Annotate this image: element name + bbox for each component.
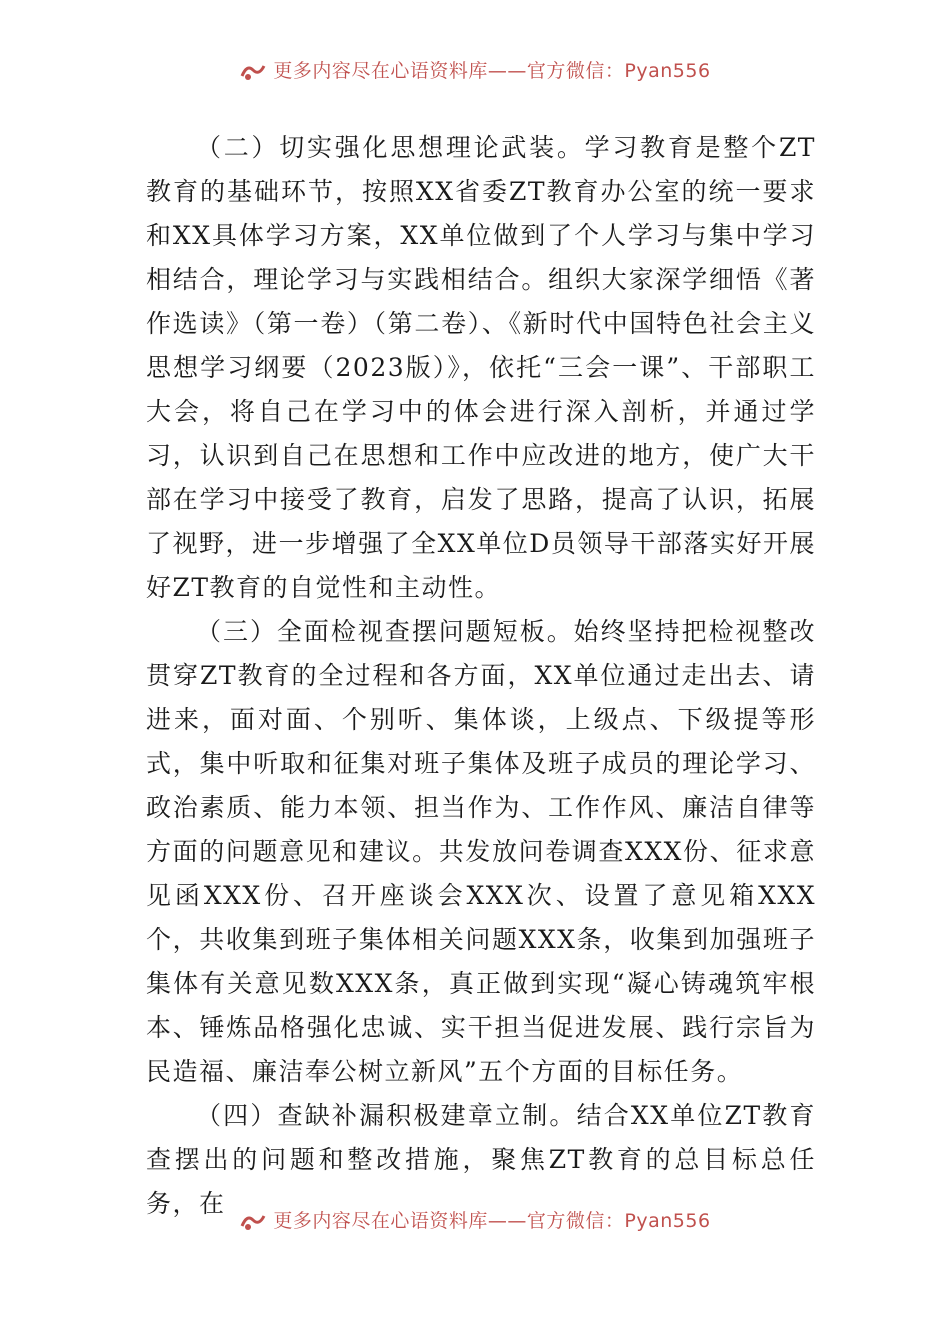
document-body [146,126,816,1226]
paragraph-3: （三）全面检视查摆问题短板。始终坚持把检视整改贯穿ZT教育的全过程和各方面，XX单位通过走出去、请进来，面对面、个别听、集体谈，上级点、下级提等形式，集中听取和征集对班子集体及班子成员的理论学习、政治素质、能力本领、担当作为、工作作风、廉洁自律等方面的问题意见和建议。共发放问卷调查XXX份、征求意见函XXX份、召开座谈会XXX次、设置了意见箱XXX个，共收集到班子集体相关问题XXX条，收集到加强班子集体有关意见数XXX条，真正做到实现“凝心铸魂筑牢根本、锤炼品格强化忠诚、实干担当促进发展、践行宗旨为民造福、廉洁奉公树立新风”五个方面的目标任务。 [146,617,816,1086]
paragraph-2: （二）切实强化思想理论武装。学习教育是整个ZT教育的基础环节，按照XX省委ZT教育办公室的统一要求和XX具体学习方案，XX单位做到了个人学习与集中学习相结合，理论学习与实践相结合。组织大家深学细悟《著作选读》（第一卷）（第二卷）、《新时代中国特色社会主义思想学习纲要（2023版）》，依托“三会一课”、干部职工大会，将自己在学习中的体会进行深入剖析，并通过学习，认识到自己在思想和工作中应改进的地方，使广大干部在学习中接受了教育，启发了思路，提高了认识，拓展了视野，进一步增强了全XX单位D员领导干部落实好开展好ZT教育的自觉性和主动性。 [146,133,816,602]
header-watermark-banner [0,58,950,84]
header-banner-text: 更多内容尽在心语资料库——官方微信：Pyan556 [273,60,711,82]
brand-logo-icon [239,1212,267,1232]
footer-banner-text: 更多内容尽在心语资料库——官方微信：Pyan556 [273,1210,711,1232]
footer-watermark-banner [0,1208,950,1234]
paragraph-4: （四）查缺补漏积极建章立制。结合XX单位ZT教育查摆出的问题和整改措施，聚焦ZT教育的总目标总任务，在 [146,1101,816,1218]
brand-logo-icon [239,62,267,82]
